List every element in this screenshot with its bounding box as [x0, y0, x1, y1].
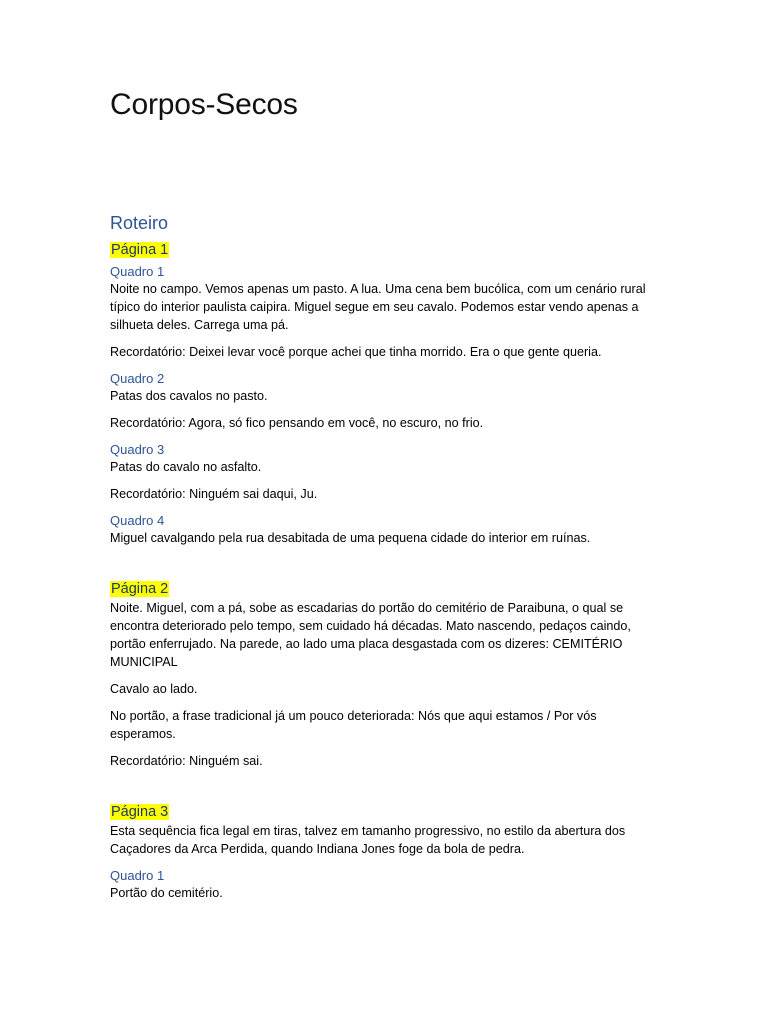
- paragraph: Noite. Miguel, com a pá, sobe as escadarias do portão do cemitério de Paraibuna, o qual se encontra deteriorado pelo tempo, sem cuidado há décadas. Mato nascendo, pedaços caindo, portão enferrujado. Na parede, ao lado uma placa desgastada com os dizeres: CEMITÉRIO MUNICIPAL: [110, 601, 631, 669]
- panel-heading-p1-q3: Quadro 3: [110, 442, 165, 457]
- paragraph: Patas do cavalo no asfalto.: [110, 460, 262, 474]
- panel-heading-p1-q4: Quadro 4: [110, 513, 165, 528]
- document-body: [110, 211, 650, 902]
- paragraph: Miguel cavalgando pela rua desabitada de uma pequena cidade do interior em ruínas.: [110, 531, 591, 545]
- paragraph: Esta sequência fica legal em tiras, talvez em tamanho progressivo, no estilo da abertura dos Caçadores da Arca Perdida, quando Indiana Jones foge da bola de pedra.: [110, 824, 626, 856]
- page-heading-1-label: Página 1: [111, 242, 169, 258]
- page-heading-3: [110, 802, 650, 822]
- paragraph: Recordatório: Deixei levar você porque achei que tinha morrido. Era o que gente queria.: [110, 345, 602, 359]
- page-heading-3-label: Página 3: [111, 804, 169, 820]
- page-heading-2-label: Página 2: [111, 581, 169, 597]
- paragraph: Portão do cemitério.: [110, 886, 223, 900]
- document-title: Corpos-Secos: [110, 88, 298, 121]
- panel-heading-p3-q1: Quadro 1: [110, 868, 165, 883]
- panel-heading-p1-q2: Quadro 2: [110, 371, 165, 386]
- paragraph: Cavalo ao lado.: [110, 682, 198, 696]
- panel-heading-p1-q1: Quadro 1: [110, 264, 165, 279]
- paragraph: Noite no campo. Vemos apenas um pasto. A lua. Uma cena bem bucólica, com um cenário rural típico do interior paulista caipira. Miguel segue em seu cavalo. Podemos estar vendo apenas a silhueta deles. Carrega uma pá.: [110, 282, 646, 332]
- paragraph: No portão, a frase tradicional já um pouco deteriorada: Nós que aqui estamos / Por vós esperamos.: [110, 709, 597, 741]
- page-heading-1: [110, 240, 650, 260]
- page-heading-2: [110, 579, 650, 599]
- paragraph: Recordatório: Ninguém sai daqui, Ju.: [110, 487, 318, 501]
- section-heading-roteiro: Roteiro: [110, 213, 169, 233]
- paragraph: Patas dos cavalos no pasto.: [110, 389, 268, 403]
- paragraph: Recordatório: Agora, só fico pensando em você, no escuro, no frio.: [110, 416, 484, 430]
- paragraph: Recordatório: Ninguém sai.: [110, 754, 263, 768]
